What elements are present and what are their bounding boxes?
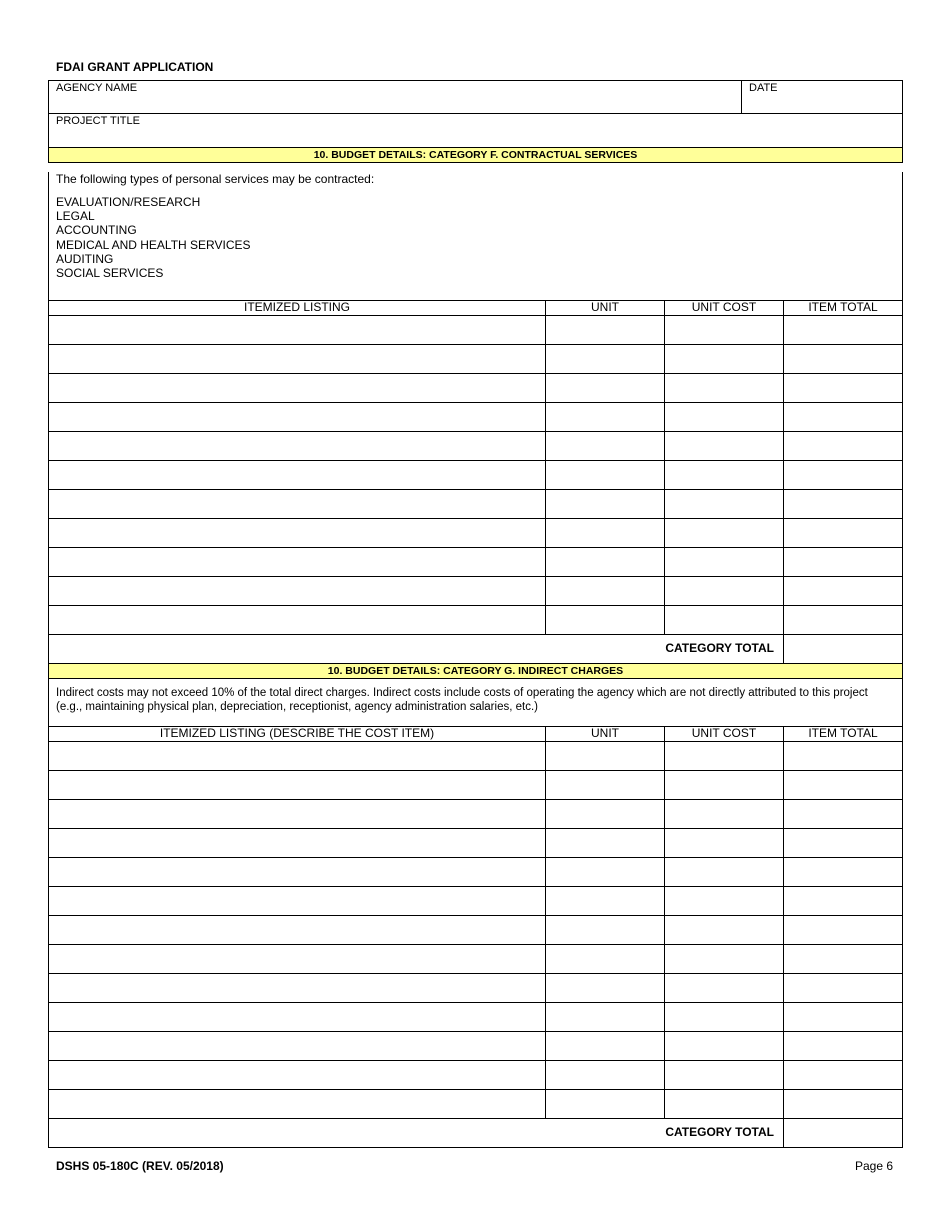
- category-total-label: CATEGORY TOTAL: [49, 1119, 784, 1147]
- itemized-listing-cell[interactable]: [49, 800, 546, 828]
- itemized-listing-cell[interactable]: [49, 606, 546, 634]
- agency-row: [48, 80, 903, 114]
- itemized-listing-cell[interactable]: [49, 1003, 546, 1031]
- table-row: [48, 945, 903, 974]
- itemized-listing-cell[interactable]: [49, 945, 546, 973]
- unit-cell[interactable]: [546, 519, 665, 547]
- table-row: [48, 606, 903, 635]
- item-total-cell[interactable]: [784, 548, 902, 576]
- col-itemized-listing: ITEMIZED LISTING: [49, 301, 546, 315]
- item-total-cell[interactable]: [784, 374, 902, 402]
- item-total-cell[interactable]: [784, 916, 902, 944]
- unit-cost-cell[interactable]: [665, 577, 784, 605]
- item-total-cell[interactable]: [784, 945, 902, 973]
- unit-cell[interactable]: [546, 316, 665, 344]
- table-row: [48, 432, 903, 461]
- section-f-intro: The following types of personal services may be contracted:: [56, 172, 375, 186]
- grant-form: [48, 80, 903, 1148]
- col-item-total: ITEM TOTAL: [808, 300, 878, 314]
- unit-cost-cell[interactable]: [665, 461, 784, 489]
- unit-cell[interactable]: [546, 1061, 665, 1089]
- date-label: DATE: [749, 82, 778, 94]
- itemized-listing-cell[interactable]: [49, 345, 546, 373]
- unit-cell[interactable]: [546, 771, 665, 799]
- item-total-cell[interactable]: [784, 1032, 902, 1060]
- item-total-cell[interactable]: [784, 606, 902, 634]
- table-row: [48, 374, 903, 403]
- agency-name-field[interactable]: [49, 81, 742, 113]
- itemized-listing-cell[interactable]: [49, 403, 546, 431]
- col-unit: UNIT: [546, 727, 665, 741]
- itemized-listing-cell[interactable]: [49, 916, 546, 944]
- unit-cell[interactable]: [546, 916, 665, 944]
- table-row: [48, 548, 903, 577]
- unit-cell[interactable]: [546, 1090, 665, 1118]
- itemized-listing-cell[interactable]: [49, 1032, 546, 1060]
- unit-cell[interactable]: [546, 1032, 665, 1060]
- item-total-cell[interactable]: [784, 1090, 902, 1118]
- unit-cell[interactable]: [546, 606, 665, 634]
- unit-cost-cell[interactable]: [665, 403, 784, 431]
- table-row: [48, 403, 903, 432]
- item-total-cell[interactable]: [784, 519, 902, 547]
- section-f-description: [48, 172, 903, 301]
- service-item: ACCOUNTING: [56, 223, 137, 238]
- item-total-cell[interactable]: [784, 800, 902, 828]
- unit-cell[interactable]: [546, 461, 665, 489]
- unit-cell[interactable]: [546, 945, 665, 973]
- itemized-listing-cell[interactable]: [49, 1061, 546, 1089]
- section-g-table-header: [48, 727, 903, 742]
- item-total-cell[interactable]: [784, 461, 902, 489]
- col-unit-cost: UNIT COST: [665, 301, 784, 315]
- table-row: [48, 1061, 903, 1090]
- table-row: [48, 800, 903, 829]
- table-row: [48, 519, 903, 548]
- unit-cost-cell[interactable]: [665, 945, 784, 973]
- item-total-cell[interactable]: [784, 829, 902, 857]
- project-title-field[interactable]: [48, 114, 903, 148]
- form-number: DSHS 05-180C (REV. 05/2018): [56, 1159, 224, 1173]
- itemized-listing-cell[interactable]: [49, 771, 546, 799]
- item-total-cell[interactable]: [784, 1003, 902, 1031]
- category-total-field[interactable]: [784, 635, 902, 663]
- section-f-table-header: [48, 301, 903, 316]
- unit-cost-cell[interactable]: [665, 829, 784, 857]
- table-row: [48, 887, 903, 916]
- item-total-cell[interactable]: [784, 316, 902, 344]
- unit-cost-cell[interactable]: [665, 548, 784, 576]
- unit-cost-cell[interactable]: [665, 1003, 784, 1031]
- unit-cell[interactable]: [546, 548, 665, 576]
- section-g-rows: [48, 742, 903, 1119]
- unit-cost-cell[interactable]: [665, 345, 784, 373]
- unit-cost-cell[interactable]: [665, 1090, 784, 1118]
- table-row: [48, 461, 903, 490]
- service-list: [56, 195, 895, 280]
- item-total-cell[interactable]: [784, 858, 902, 886]
- unit-cost-cell[interactable]: [665, 916, 784, 944]
- table-row: [48, 1090, 903, 1119]
- itemized-listing-cell[interactable]: [49, 490, 546, 518]
- itemized-listing-cell[interactable]: [49, 577, 546, 605]
- item-total-cell[interactable]: [784, 403, 902, 431]
- itemized-listing-cell[interactable]: [49, 974, 546, 1002]
- unit-cost-cell[interactable]: [665, 858, 784, 886]
- col-item-total: ITEM TOTAL: [808, 726, 878, 740]
- unit-cost-cell[interactable]: [665, 432, 784, 460]
- unit-cell[interactable]: [546, 577, 665, 605]
- unit-cell[interactable]: [546, 403, 665, 431]
- table-row: [48, 577, 903, 606]
- itemized-listing-cell[interactable]: [49, 374, 546, 402]
- unit-cell[interactable]: [546, 374, 665, 402]
- service-item: SOCIAL SERVICES: [56, 266, 164, 281]
- unit-cost-cell[interactable]: [665, 974, 784, 1002]
- itemized-listing-cell[interactable]: [49, 829, 546, 857]
- unit-cell[interactable]: [546, 742, 665, 770]
- table-row: [48, 345, 903, 374]
- unit-cell[interactable]: [546, 800, 665, 828]
- itemized-listing-cell[interactable]: [49, 858, 546, 886]
- category-total-label: CATEGORY TOTAL: [49, 635, 784, 663]
- section-g-title: 10. BUDGET DETAILS: CATEGORY G. INDIRECT CHARGES: [48, 664, 903, 679]
- itemized-listing-cell[interactable]: [49, 461, 546, 489]
- category-total-field[interactable]: [784, 1119, 902, 1147]
- table-row: [48, 829, 903, 858]
- unit-cost-cell[interactable]: [665, 1032, 784, 1060]
- unit-cost-cell[interactable]: [665, 519, 784, 547]
- section-f-rows: [48, 316, 903, 635]
- item-total-cell[interactable]: [784, 432, 902, 460]
- item-total-cell[interactable]: [784, 577, 902, 605]
- table-row: [48, 974, 903, 1003]
- section-f-total-row: [48, 635, 903, 664]
- unit-cost-cell[interactable]: [665, 490, 784, 518]
- item-total-cell[interactable]: [784, 974, 902, 1002]
- unit-cell[interactable]: [546, 887, 665, 915]
- agency-name-label: AGENCY NAME: [56, 82, 138, 94]
- itemized-listing-cell[interactable]: [49, 432, 546, 460]
- unit-cost-cell[interactable]: [665, 374, 784, 402]
- item-total-cell[interactable]: [784, 771, 902, 799]
- itemized-listing-cell[interactable]: [49, 316, 546, 344]
- service-item: AUDITING: [56, 251, 114, 266]
- table-row: [48, 490, 903, 519]
- col-itemized-listing: ITEMIZED LISTING (DESCRIBE THE COST ITEM): [49, 727, 546, 741]
- itemized-listing-cell[interactable]: [49, 887, 546, 915]
- unit-cost-cell[interactable]: [665, 316, 784, 344]
- table-row: [48, 742, 903, 771]
- item-total-cell[interactable]: [784, 345, 902, 373]
- table-row: [48, 916, 903, 945]
- itemized-listing-cell[interactable]: [49, 742, 546, 770]
- item-total-cell[interactable]: [784, 1061, 902, 1089]
- itemized-listing-cell[interactable]: [49, 519, 546, 547]
- date-field[interactable]: [742, 81, 902, 113]
- unit-cost-cell[interactable]: [665, 887, 784, 915]
- unit-cell[interactable]: [546, 974, 665, 1002]
- unit-cost-cell[interactable]: [665, 1061, 784, 1089]
- table-row: [48, 316, 903, 345]
- col-unit-cost: UNIT COST: [665, 727, 784, 741]
- page-number: Page 6: [855, 1159, 894, 1173]
- table-row: [48, 1032, 903, 1061]
- item-total-cell[interactable]: [784, 490, 902, 518]
- itemized-listing-cell[interactable]: [49, 548, 546, 576]
- form-title: FDAI GRANT APPLICATION: [56, 60, 214, 74]
- item-total-cell[interactable]: [784, 887, 902, 915]
- service-item: MEDICAL AND HEALTH SERVICES: [56, 237, 251, 252]
- section-g-total-row: [48, 1119, 903, 1148]
- unit-cell[interactable]: [546, 1003, 665, 1031]
- unit-cell[interactable]: [546, 829, 665, 857]
- itemized-listing-cell[interactable]: [49, 1090, 546, 1118]
- section-f-title: 10. BUDGET DETAILS: CATEGORY F. CONTRACTUAL SERVICES: [48, 148, 903, 163]
- unit-cost-cell[interactable]: [665, 800, 784, 828]
- service-item: EVALUATION/RESEARCH: [56, 195, 201, 209]
- col-unit: UNIT: [546, 301, 665, 315]
- unit-cell[interactable]: [546, 345, 665, 373]
- service-item: LEGAL: [56, 209, 95, 224]
- table-row: [48, 771, 903, 800]
- item-total-cell[interactable]: [784, 742, 902, 770]
- table-row: [48, 1003, 903, 1032]
- project-title-label: PROJECT TITLE: [56, 115, 140, 127]
- section-g-description: Indirect costs may not exceed 10% of the total direct charges. Indirect costs include costs of operating the agency which are not directly attributed to this project (e.g., maintaining physical plan, depreciation, receptionist, agency administration salaries, etc.): [48, 679, 903, 727]
- table-row: [48, 858, 903, 887]
- unit-cost-cell[interactable]: [665, 771, 784, 799]
- unit-cost-cell[interactable]: [665, 606, 784, 634]
- unit-cost-cell[interactable]: [665, 742, 784, 770]
- unit-cell[interactable]: [546, 490, 665, 518]
- unit-cell[interactable]: [546, 432, 665, 460]
- unit-cell[interactable]: [546, 858, 665, 886]
